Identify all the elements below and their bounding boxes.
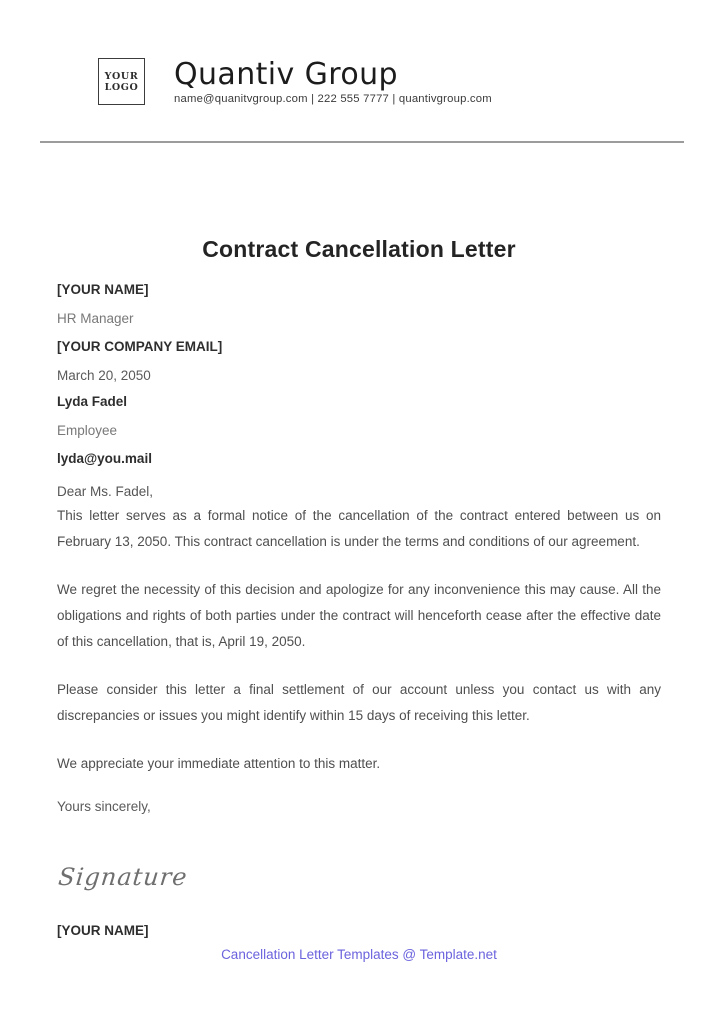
paragraph-3: Please consider this letter a final settlement of our account unless you contact us with any discrepancies or issues you might identify within 15 days of receiving this letter. (57, 682, 661, 723)
paragraph-2: We regret the necessity of this decision and apologize for any inconvenience this may cause. All the obligations and rights of both parties under the contract will henceforth cease after the effective date of this cancellation, that is, April 19, 2050. (57, 582, 661, 649)
paragraph-4: We appreciate your immediate attention to this matter. (57, 756, 381, 771)
recipient-email: lyda@you.mail (57, 451, 152, 466)
letter-title: Contract Cancellation Letter (202, 236, 516, 262)
recipient-name: Lyda Fadel (57, 394, 128, 409)
company-contact-line: name@quanitvgroup.com | 222 555 7777 | quantivgroup.com (174, 93, 492, 105)
template-attribution-link[interactable]: Cancellation Letter Templates @ Template.net (221, 947, 497, 962)
logo-text-line1: YOUR (104, 70, 139, 82)
brand-block (174, 58, 492, 105)
signoff-name: [YOUR NAME] (57, 923, 149, 938)
header-divider (40, 141, 684, 143)
recipient-role: Employee (57, 423, 118, 438)
letter-body (57, 236, 661, 964)
letter-date: March 20, 2050 (57, 368, 151, 383)
sender-email: [YOUR COMPANY EMAIL] (57, 339, 223, 354)
footer (57, 946, 661, 964)
company-name: Quantiv Group (174, 57, 398, 92)
company-logo-placeholder (98, 58, 145, 105)
signature-script: Signature (57, 863, 189, 891)
letterhead (98, 58, 492, 105)
salutation: Dear Ms. Fadel, (57, 484, 154, 499)
closing-phrase: Yours sincerely, (57, 799, 151, 814)
paragraph-1: This letter serves as a formal notice of the cancellation of the contract entered between us on February 13, 2050. This contract cancellation is under the terms and conditions of our agreement. (57, 508, 661, 549)
sender-role: HR Manager (57, 311, 134, 326)
logo-text-line2: LOGO (104, 81, 139, 93)
sender-name: [YOUR NAME] (57, 282, 149, 297)
